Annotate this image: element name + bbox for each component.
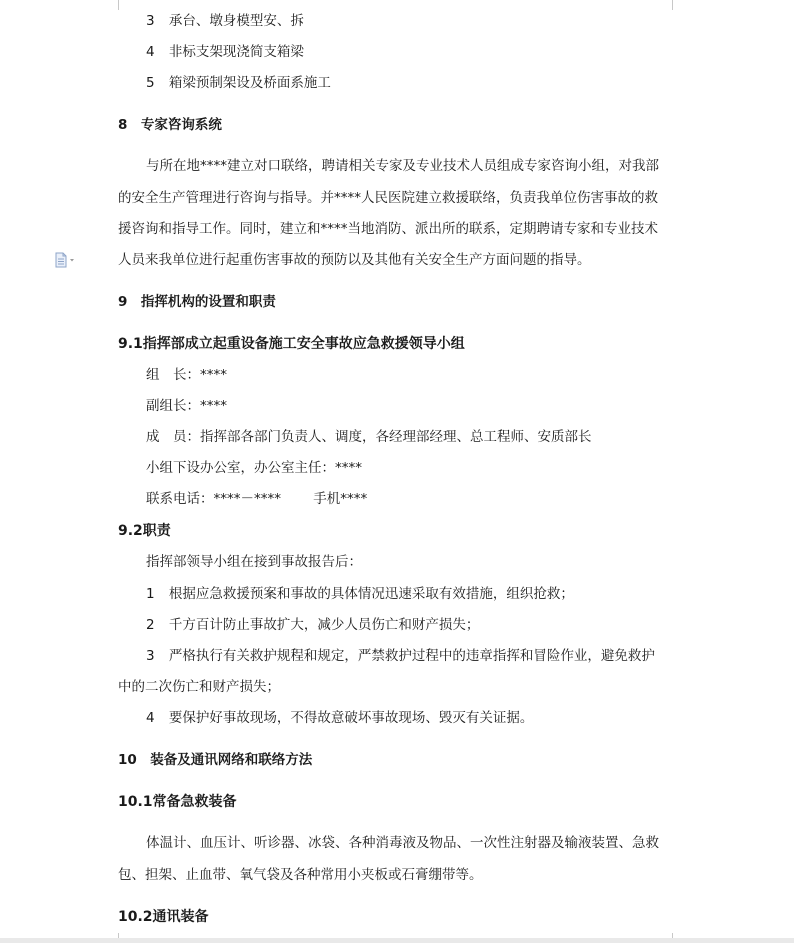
list-number: 2 <box>146 617 155 633</box>
section-heading: 10 装备及通讯网络和联络方法 <box>118 752 313 768</box>
list-item <box>146 616 479 634</box>
list-number: 5 <box>146 75 155 91</box>
mobile-number: 手机**** <box>313 491 368 507</box>
list-number: 3 <box>146 648 155 664</box>
paragraph-line: 的安全生产管理进行咨询与指导。并****人民医院建立救援联络，负责我单位伤害事故的救 <box>118 190 658 206</box>
list-item <box>146 74 331 92</box>
list-text: 承台、墩身模型安、拆 <box>168 13 304 29</box>
paragraph-options-icon[interactable] <box>54 252 78 268</box>
list-text: 箱梁预制架设及桥面系施工 <box>168 75 331 91</box>
list-text: 非标支架现浇简支箱梁 <box>168 44 304 60</box>
list-item <box>146 647 655 665</box>
list-item <box>146 709 533 727</box>
paragraph-line: 包、担架、止血带、氧气袋及各种常用小夹板或石膏绷带等。 <box>118 867 483 883</box>
list-number: 3 <box>146 13 155 29</box>
paragraph-line: 人员来我单位进行起重伤害事故的预防以及其他有关安全生产方面问题的指导。 <box>118 252 591 268</box>
list-item <box>146 43 304 61</box>
page-corner-mark <box>96 0 119 10</box>
section-heading: 9 指挥机构的设置和职责 <box>118 294 276 310</box>
contact-line <box>146 490 367 508</box>
member-line: 组 长：**** <box>146 367 227 383</box>
list-number: 4 <box>146 710 155 726</box>
list-item <box>146 12 304 30</box>
list-number: 1 <box>146 586 155 602</box>
subsection-heading: 9.2职责 <box>118 523 171 539</box>
section-heading: 8 专家咨询系统 <box>118 117 222 133</box>
list-text: 严格执行有关救护规程和规定，严禁救护过程中的违章指挥和冒险作业，避免救护 <box>168 648 655 664</box>
phone-number: 联系电话：****－**** <box>146 491 281 507</box>
list-item <box>146 585 574 603</box>
list-text: 要保护好事故现场，不得故意破坏事故现场、毁灭有关证据。 <box>168 710 534 726</box>
list-text: 千方百计防止事故扩大，减少人员伤亡和财产损失； <box>168 617 480 633</box>
paragraph-line: 援咨询和指导工作。同时，建立和****当地消防、派出所的联系，定期聘请专家和专业技术 <box>118 221 658 237</box>
paragraph-line: 中的二次伤亡和财产损失； <box>118 679 280 695</box>
member-line: 小组下设办公室，办公室主任：**** <box>146 460 362 476</box>
paragraph-line: 指挥部领导小组在接到事故报告后： <box>146 554 362 570</box>
page-bottom-gutter <box>0 938 794 943</box>
list-text: 根据应急救援预案和事故的具体情况迅速采取有效措施，组织抢救； <box>168 586 574 602</box>
member-line: 成 员：指挥部各部门负责人、调度，各经理部经理、总工程师、安质部长 <box>146 429 592 445</box>
subsection-heading: 10.2通讯装备 <box>118 909 209 925</box>
list-number: 4 <box>146 44 155 60</box>
subsection-heading: 10.1常备急救装备 <box>118 794 237 810</box>
subsection-heading: 9.1指挥部成立起重设备施工安全事故应急救援领导小组 <box>118 336 465 352</box>
paragraph-line: 体温计、血压计、听诊器、冰袋、各种消毒液及物品、一次性注射器及输液装置、急救 <box>146 835 659 851</box>
member-line: 副组长：**** <box>146 398 227 414</box>
page-corner-mark <box>672 0 695 10</box>
paragraph-line: 与所在地****建立对口联络，聘请相关专家及专业技术人员组成专家咨询小组，对我部 <box>146 158 659 174</box>
